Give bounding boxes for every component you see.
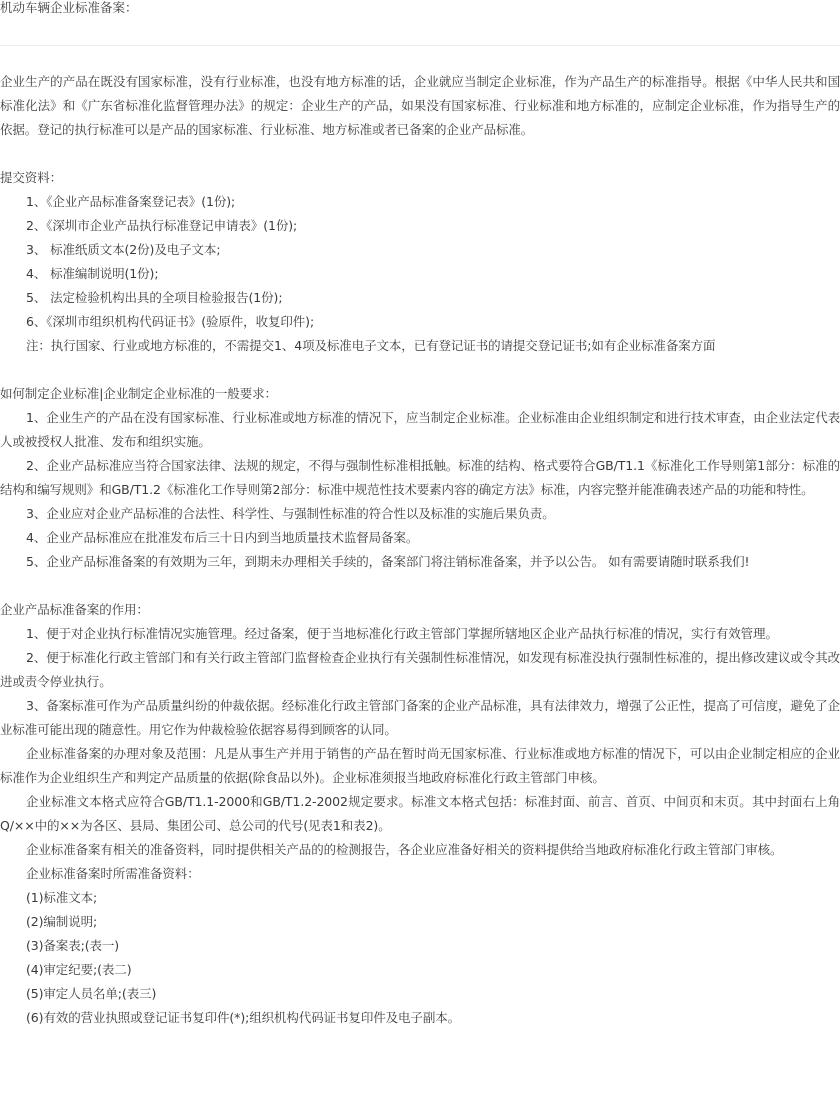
requirements-item: 2、企业产品标准应当符合国家法律、法规的规定，不得与强制性标准相抵触。标准的结构、格式要符合GB/T1.1《标准化工作导则第1部分：标准的结构和编写规则》和GB/T1.2《标准化工作导则第2部分：标准中规范性技术要素内容的确定方法》标准，内容完整并能准确表述产品的功能和特性。 xyxy=(0,458,840,497)
materials-item: 4、 标准编制说明(1份); xyxy=(26,266,159,281)
materials-item: 1、《企业产品标准备案登记表》(1份); xyxy=(26,194,236,209)
page-title: 机动车辆企业标准备案： xyxy=(0,0,138,15)
functions-item: 1、便于对企业执行标准情况实施管理。经过备案，便于当地标准化行政主管部门掌握所辖地区企业产品执行标准的情况，实行有效管理。 xyxy=(26,626,778,641)
functions-item: 企业标准备案时所需准备资料： xyxy=(26,866,200,881)
materials-item: 2、《深圳市企业产品执行标准登记申请表》(1份); xyxy=(26,218,298,233)
intro-paragraph: 企业生产的产品在既没有国家标准，没有行业标准，也没有地方标准的话，企业就应当制定企业标准，作为产品生产的标准指导。根据《中华人民共和国标准化法》和《广东省标准化监督管理办法》的规定：企业生产的产品，如果没有国家标准、行业标准和地方标准的，应制定企业标准，作为指导生产的依据。登记的执行标准可以是产品的国家标准、行业标准、地方标准或者已备案的企业产品标准。 xyxy=(0,74,840,137)
article-body xyxy=(0,70,840,1030)
functions-item: 企业标准备案有相关的准备资料，同时提供相关产品的的检测报告，各企业应准备好相关的资料提供给当地政府标准化行政主管部门审核。 xyxy=(26,842,783,857)
materials-list-item: (2)编制说明; xyxy=(26,914,98,929)
requirements-item: 1、企业生产的产品在没有国家标准、行业标准或地方标准的情况下，应当制定企业标准。企业标准由企业组织制定和进行技术审查，由企业法定代表人或被授权人批准、发布和组织实施。 xyxy=(0,410,840,449)
spacer xyxy=(0,574,840,598)
materials-list-item: (5)审定人员名单;(表三) xyxy=(26,986,157,1001)
requirements-item: 5、企业产品标准备案的有效期为三年，到期未办理相关手续的，备案部门将注销标准备案，并予以公告。 如有需要请随时联系我们! xyxy=(26,554,750,569)
materials-list-item: (1)标准文本; xyxy=(26,890,98,905)
functions-item: 2、便于标准化行政主管部门和有关行政主管部门监督检查企业执行有关强制性标准情况，如发现有标准没执行强制性标准的，提出修改建议或令其改进或责令停业执行。 xyxy=(0,650,840,689)
materials-heading: 提交资料： xyxy=(0,170,63,185)
materials-list-item: (4)审定纪要;(表二) xyxy=(26,962,132,977)
requirements-item: 3、企业应对企业产品标准的合法性、科学性、与强制性标准的符合性以及标准的实施后果负责。 xyxy=(26,506,555,521)
materials-item: 5、 法定检验机构出具的全项目检验报告(1份); xyxy=(26,290,283,305)
functions-heading: 企业产品标准备案的作用： xyxy=(0,602,149,617)
functions-item: 企业标准文本格式应符合GB/T1.1-2000和GB/T1.2-2002规定要求。标准文本格式包括：标准封面、前言、首页、中间页和末页。其中封面右上角Q/××中的××为各区、县局、集团公司、总公司的代号(见表1和表2)。 xyxy=(0,794,840,833)
materials-item: 6、《深圳市组织机构代码证书》(验原件，收复印件); xyxy=(26,314,315,329)
page-header xyxy=(0,0,840,26)
header-divider xyxy=(0,45,840,46)
materials-list-item: (6)有效的营业执照或登记证书复印件(*);组织机构代码证书复印件及电子副本。 xyxy=(26,1010,461,1025)
spacer xyxy=(0,142,840,166)
materials-item: 3、 标准纸质文本(2份)及电子文本; xyxy=(26,242,221,257)
requirements-item: 4、企业产品标准应在批准发布后三十日内到当地质量技术监督局备案。 xyxy=(26,530,419,545)
functions-item: 3、备案标准可作为产品质量纠纷的仲裁依据。经标准化行政主管部门备案的企业产品标准，具有法律效力，增强了公正性，提高了可信度，避免了企业标准可能出现的随意性。用它作为仲裁检验依据容易得到顾客的认同。 xyxy=(0,698,840,737)
spacer xyxy=(0,358,840,382)
functions-item: 企业标准备案的办理对象及范围：凡是从事生产并用于销售的产品在暂时尚无国家标准、行业标准或地方标准的情况下，可以由企业制定相应的企业标准作为企业组织生产和判定产品质量的依据(除食品以外)。企业标准须报当地政府标准化行政主管部门申核。 xyxy=(0,746,840,785)
materials-list-item: (3)备案表;(表一) xyxy=(26,938,120,953)
materials-note: 注：执行国家、行业或地方标准的，不需提交1、4项及标准电子文本，已有登记证书的请提交登记证书;如有企业标准备案方面 xyxy=(26,338,716,353)
requirements-heading: 如何制定企业标准|企业制定企业标准的一般要求： xyxy=(0,386,277,401)
